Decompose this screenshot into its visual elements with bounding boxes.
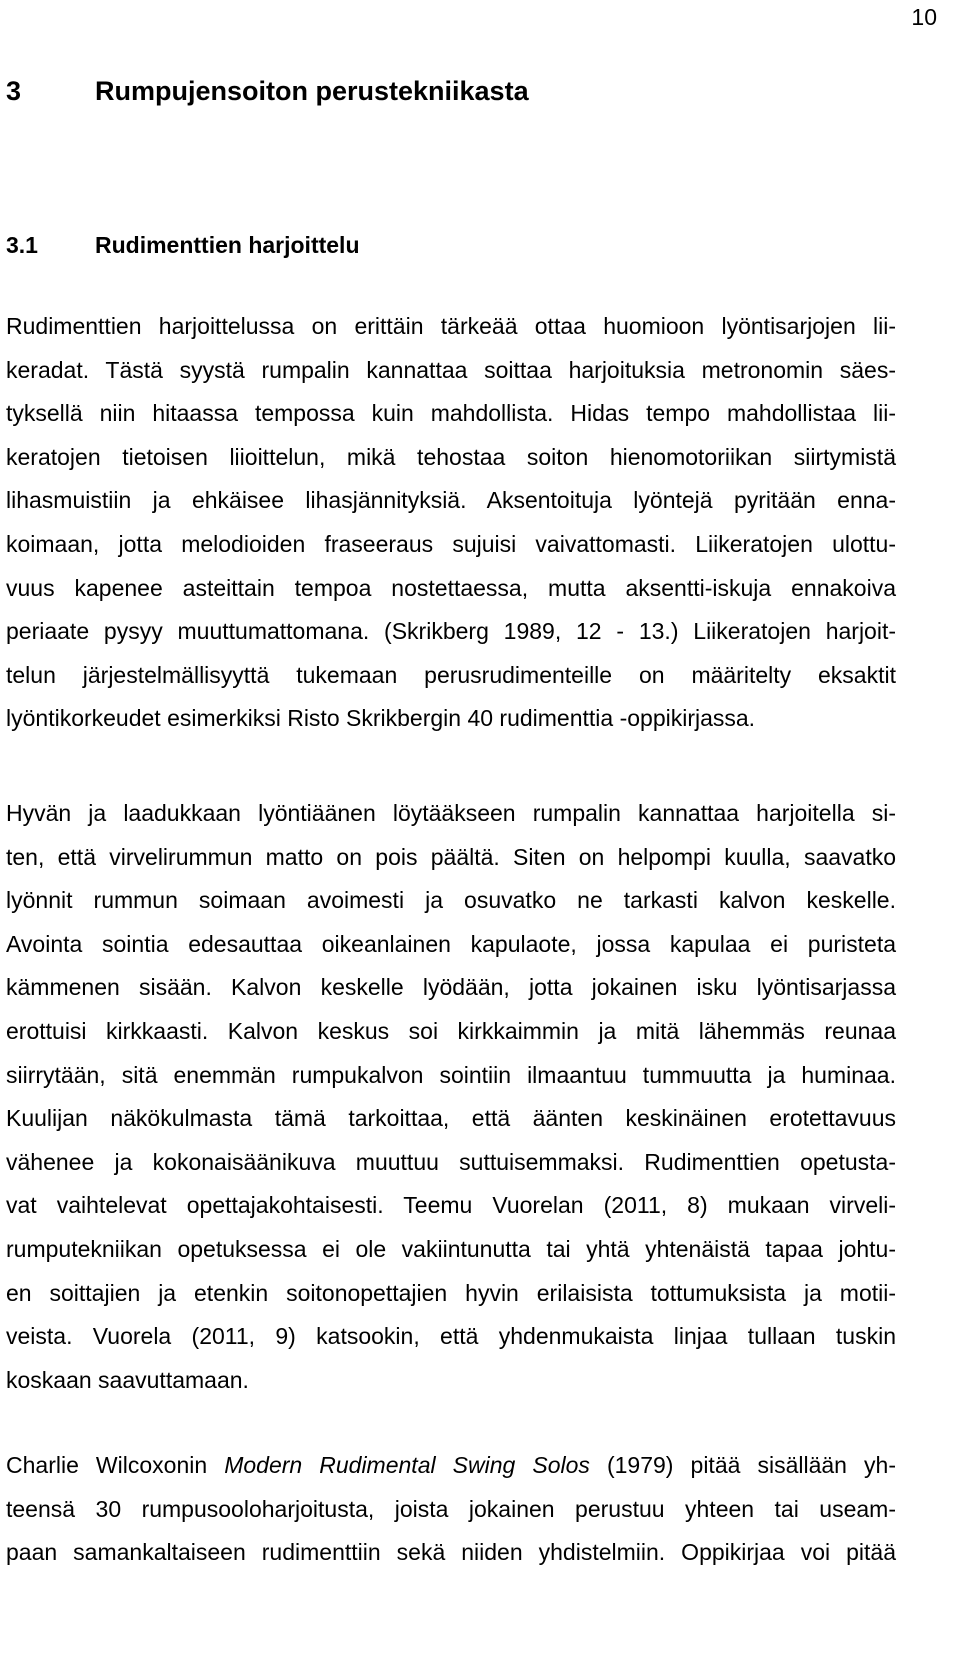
text-line: vat vaihtelevat opettajakohtaisesti. Teemu Vuorelan (2011, 8) mukaan virveli- <box>6 1192 896 1219</box>
text-segment: (1979) pitää sisällään yh- <box>589 1452 896 1478</box>
text-line: Hyvän ja laadukkaan lyöntiäänen löytääkseen rumpalin kannattaa harjoitella si- <box>6 800 896 826</box>
text-line <box>6 1444 896 1488</box>
page-number: 10 <box>911 4 937 30</box>
chapter-title: Rumpujensoiton perustekniikasta <box>95 76 529 106</box>
text-segment: Charlie Wilcoxonin <box>6 1452 225 1478</box>
paragraph-wilcoxon <box>6 1444 896 1575</box>
text-line: en soittajien ja etenkin soitonopettajien hyvin erilaisista tottumuksista ja motii- <box>6 1279 896 1306</box>
text-line: vähenee ja kokonaisäänikuva muuttuu suttuisemmaksi. Rudimenttien opetusta- <box>6 1148 896 1175</box>
chapter-number: 3 <box>6 76 22 106</box>
text-line: keratojen tietoisen liioittelun, mikä tehostaa soiton hienomotoriikan siirtymistä <box>6 443 896 470</box>
text-line: koimaan, jotta melodioiden fraseeraus sujuisi vaivattomasti. Liikeratojen ulottu- <box>6 530 896 557</box>
section-heading <box>6 230 360 260</box>
text-line: kämmenen sisään. Kalvon keskelle lyödään, jotta jokainen isku lyöntisarjassa <box>6 974 896 1001</box>
text-line: koskaan saavuttamaan. <box>6 1366 249 1393</box>
section-number: 3.1 <box>6 232 38 258</box>
text-line: Kuulijan näkökulmasta tämä tarkoittaa, että äänten keskinäinen erotettavuus <box>6 1105 896 1132</box>
text-line: teensä 30 rumpusooloharjoitusta, joista jokainen perustuu yhteen tai useam- <box>6 1495 896 1522</box>
section-title: Rudimenttien harjoittelu <box>95 232 360 258</box>
text-line: paan samankaltaiseen rudimenttiin sekä niiden yhdistelmiin. Oppikirjaa voi pitää <box>6 1539 896 1566</box>
text-line: ten, että virvelirummun matto on pois päältä. Siten on helpompi kuulla, saavatko <box>6 843 896 870</box>
text-line: telun järjestelmällisyyttä tukemaan perusrudimenteille on määritelty eksaktit <box>6 661 896 688</box>
text-line: keradat. Tästä syystä rumpalin kannattaa soittaa harjoituksia metronomin säes- <box>6 356 896 383</box>
text-line: rumputekniikan opetuksessa ei ole vakiintunutta tai yhtä yhtenäistä tapaa johtu- <box>6 1235 896 1262</box>
chapter-heading <box>6 75 529 107</box>
text-line: Rudimenttien harjoittelussa on erittäin tärkeää ottaa huomioon lyöntisarjojen lii- <box>6 313 896 339</box>
text-line: lihasmuistiin ja ehkäisee lihasjännityksiä. Aksentoituja lyöntejä pyritään enna- <box>6 487 896 514</box>
text-line: lyöntikorkeudet esimerkiksi Risto Skrikbergin 40 rudimenttia -oppikirjassa. <box>6 705 756 732</box>
text-line: periaate pysyy muuttumattomana. (Skrikberg 1989, 12 - 13.) Liikeratojen harjoit- <box>6 618 896 645</box>
book-title: Modern Rudimental Swing Solos <box>224 1452 590 1478</box>
text-line: tyksellä niin hitaassa tempossa kuin mahdollista. Hidas tempo mahdollistaa lii- <box>6 400 896 427</box>
text-line: Avointa sointia edesauttaa oikeanlainen kapulaote, jossa kapulaa ei puristeta <box>6 930 896 957</box>
paragraph-stroke-sound <box>6 792 896 1402</box>
text-line: erottuisi kirkkaasti. Kalvon keskus soi kirkkaimmin ja mitä lähemmäs reunaa <box>6 1017 896 1044</box>
text-line: lyönnit rummun soimaan avoimesti ja osuvatko ne tarkasti kalvon keskelle. <box>6 887 896 914</box>
paragraph-rudiment-practice <box>6 305 896 741</box>
text-line: vuus kapenee asteittain tempoa nostettaessa, mutta aksentti-iskuja ennakoiva <box>6 574 896 601</box>
text-line: veista. Vuorela (2011, 9) katsookin, että yhdenmukaista linjaa tullaan tuskin <box>6 1323 896 1350</box>
text-line: siirrytään, sitä enemmän rumpukalvon sointiin ilmaantuu tummuutta ja huminaa. <box>6 1061 896 1088</box>
